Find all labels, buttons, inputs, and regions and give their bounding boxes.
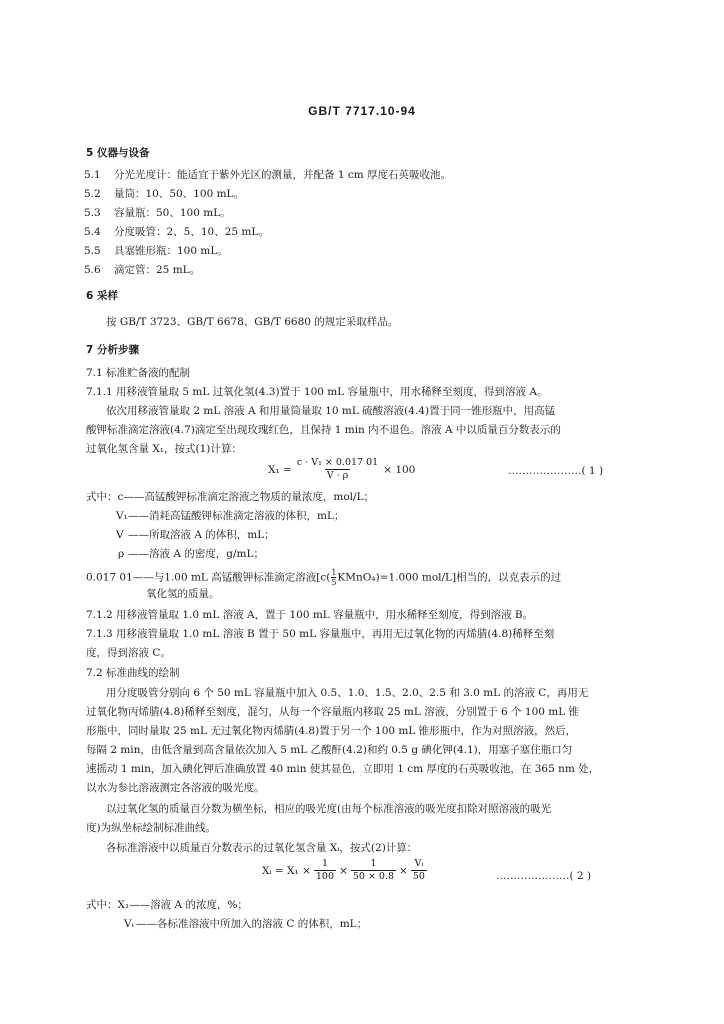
where-description: ——所取溶液 A 的体积，mL； [128, 529, 275, 541]
equation-tail: × 100 [383, 463, 416, 476]
where-item [116, 528, 275, 542]
where-symbol: 式中：X₁ [86, 899, 130, 911]
fraction-denominator: 50 × 0.8 [352, 871, 395, 882]
paragraph-line: 度)为纵坐标绘制标准曲线。 [86, 822, 217, 834]
where-description: ——高锰酸钾标准滴定溶液之物质的量浓度，mol/L； [123, 491, 375, 503]
fraction-denominator: 50 [412, 871, 425, 882]
section-6-title: 6 采样 [86, 290, 118, 302]
where-item [124, 917, 367, 931]
equation-number-1: …………………( 1 ) [508, 465, 604, 477]
where-symbol: ρ [118, 548, 125, 560]
fraction-denominator: 5 [331, 578, 337, 587]
item-text: 分光光度计：能适宜于紫外光区的测量，并配备 1 cm 厚度石英吸收池。 [114, 169, 452, 181]
where-description: ——各标准溶液中所加入的溶液 C 的体积，mL； [136, 918, 368, 930]
paragraph-line: 以过氧化氢的质量百分数为横坐标，相应的吸光度(由每个标准溶液的吸光度扣除对照溶液的吸光 [106, 803, 552, 815]
fraction-numerator: 1 [370, 858, 377, 869]
where-item [118, 547, 264, 561]
paragraph-line: 度，得到溶液 C。 [86, 647, 171, 659]
section-7-title: 7 分析步骤 [86, 344, 139, 356]
section-6-text: 按 GB/T 3723、GB/T 6678、GB/T 6680 的规定采取样品。 [106, 316, 399, 328]
fraction-numerator: c · V₁ × 0.017 01 [296, 457, 379, 468]
item-5-3 [84, 206, 231, 220]
paragraph-line: 以水为参比溶液测定各溶液的吸光度。 [86, 782, 265, 794]
where-text-continued: 氧化氢的质量。 [146, 588, 220, 600]
equation-lhs: Xᵢ = X₁ × [262, 864, 311, 877]
equation-lhs: X₁ = [268, 463, 292, 476]
paragraph-line: 每隔 2 min，由低含量到高含量依次加入 5 mL 乙酸酐(4.2)和约 0.5 g 碘化钾(4.1)，用塞子塞住瓶口匀 [86, 744, 573, 756]
item-text: 分度吸管：2、5、10、25 mL。 [114, 226, 269, 238]
where-symbol: V₁ [116, 510, 128, 522]
times-sign: × [339, 864, 348, 877]
paragraph-line: 过氧化氢含量 X₁，按式(1)计算： [86, 443, 242, 455]
item-5-2 [84, 187, 244, 201]
equation-fraction [351, 858, 396, 883]
equation-2 [262, 858, 430, 883]
fraction-denominator: 100 [315, 871, 335, 882]
paragraph-line: 过氧化物丙烯腈(4.8)稀释至刻度，混匀，从每一个容量瓶内移取 25 mL 溶液，分别置于 6 个 100 mL 锥 [86, 706, 580, 718]
where-symbol: Vᵢ [124, 918, 134, 930]
item-number: 5.5 [84, 245, 101, 257]
paragraph-line: 形瓶中，同时量取 25 mL 无过氧化物丙烯腈(4.8)置于另一个 100 mL 锥形瓶中，作为对照溶液，然后， [86, 725, 577, 737]
subsection-7-1-title: 7.1 标准贮备液的配制 [86, 367, 191, 379]
where-text: KMnO₄)=1.000 mol/L]相当的，以克表示的过 [337, 571, 562, 584]
item-text: 量筒：10、50、100 mL。 [114, 188, 245, 200]
paragraph-line: 酸钾标准滴定溶液(4.7)滴定至出现玫瑰红色，且保持 1 min 内不退色。溶液 A 中以质量百分数表示的 [86, 424, 561, 436]
paragraph-line: 速摇动 1 min，加入碘化钾后准确放置 40 min 使其显色，立即用 1 cm 厚度的石英吸收池，在 365 nm 处， [86, 763, 600, 775]
clause-7-1-1: 7.1.1 用移液管量取 5 mL 过氧化氢(4.3)置于 100 mL 容量瓶中，用水稀释至刻度，得到溶液 A。 [86, 386, 548, 398]
item-number: 5.6 [84, 264, 101, 276]
item-number: 5.2 [84, 188, 101, 200]
item-text: 滴定管：25 mL。 [114, 264, 201, 276]
fraction-denominator: V · ρ [326, 470, 349, 481]
item-5-4 [84, 225, 269, 239]
where-description: ——消耗高锰酸钾标准滴定溶液的体积，mL； [128, 510, 345, 522]
fraction-numerator: 1 [331, 568, 337, 577]
equation-1 [268, 457, 415, 482]
item-text: 具塞锥形瓶：100 mL。 [114, 245, 228, 257]
where-symbol: V [116, 529, 124, 541]
fraction-numerator: 1 [321, 858, 328, 869]
paragraph-line: 各标准溶液中以质量百分数表示的过氧化氢含量 Xᵢ，按式(2)计算： [106, 842, 418, 854]
clause-7-1-2: 7.1.2 用移液管量取 1.0 mL 溶液 A，置于 100 mL 容量瓶中，用水稀释至刻度，得到溶液 B。 [86, 609, 534, 621]
where-description: ——溶液 A 的密度，g/mL； [128, 548, 264, 560]
equation-fraction [411, 858, 427, 883]
subsection-7-2-title: 7.2 标准曲线的绘制 [86, 667, 180, 679]
item-number: 5.4 [84, 226, 101, 238]
inline-fraction [331, 568, 336, 587]
item-text: 容量瓶：50、100 mL。 [114, 207, 231, 219]
where-item [86, 490, 374, 504]
item-5-6 [84, 263, 200, 277]
equation-fraction [314, 858, 336, 883]
where-item [86, 898, 248, 912]
equation-fraction [295, 457, 380, 482]
times-sign: × [399, 864, 408, 877]
where-text: 0.017 01——与1.00 mL 高锰酸钾标准滴定溶液[c( [86, 571, 331, 584]
item-5-1 [84, 168, 451, 182]
fraction-numerator: Vᵢ [414, 858, 424, 869]
item-5-5 [84, 244, 228, 258]
page-header: GB/T 7717.10-94 [308, 104, 416, 118]
equation-number-2: …………………( 2 ) [496, 870, 592, 882]
clause-7-1-3: 7.1.3 用移液管量取 1.0 mL 溶液 B 置于 50 mL 容量瓶中，再用无过氧化物的丙烯腈(4.8)稀释至刻 [86, 628, 555, 640]
paragraph-line: 用分度吸管分别向 6 个 50 mL 容量瓶中加入 0.5、1.0、1.5、2.0、2.5 和 3.0 mL 的溶液 C，再用无 [106, 687, 589, 699]
where-description: ——溶液 A 的浓度，%； [129, 899, 248, 911]
paragraph-line: 依次用移液管量取 2 mL 溶液 A 和用量筒量取 10 mL 硫酸溶液(4.4)置于同一锥形瓶中，用高锰 [106, 405, 556, 417]
where-item [116, 509, 344, 523]
section-5-title: 5 仪器与设备 [86, 147, 150, 159]
where-item-constant [86, 568, 561, 587]
where-symbol: 式中：c [86, 491, 124, 503]
item-number: 5.3 [84, 207, 101, 219]
item-number: 5.1 [84, 169, 101, 181]
